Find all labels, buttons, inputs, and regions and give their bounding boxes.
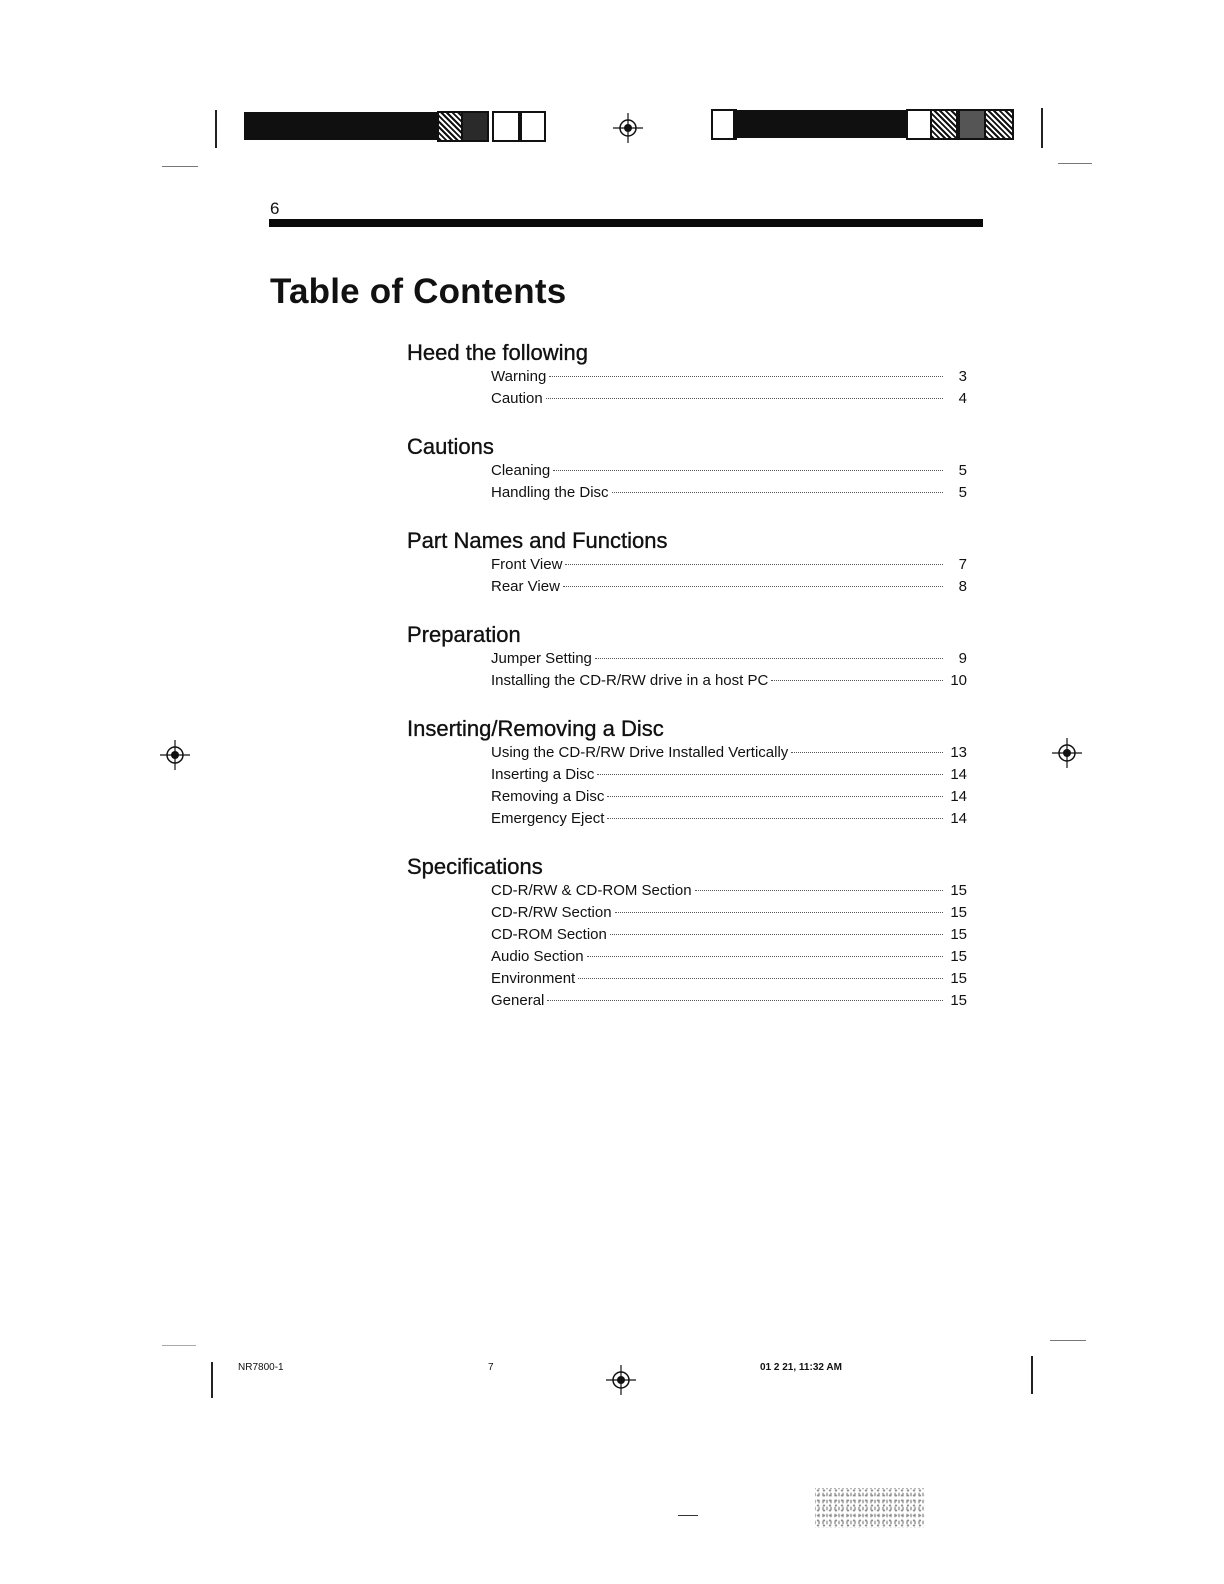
crop-line-top-right <box>1058 163 1092 164</box>
toc-leader-dots <box>546 398 943 399</box>
toc-leader-dots <box>610 934 943 935</box>
toc-entry-label: CD-ROM Section <box>491 926 607 943</box>
page-number: 6 <box>270 199 280 218</box>
color-bar-left <box>244 112 439 140</box>
crop-line-bottom-left <box>162 1345 196 1346</box>
toc-entry-label: Front View <box>491 556 563 573</box>
toc-entry-page: 15 <box>950 926 967 943</box>
crop-mark-bottom-right <box>1031 1356 1033 1394</box>
toc-entry-page: 14 <box>950 810 967 827</box>
toc-leader-dots <box>553 470 943 471</box>
toc-entry-label: Audio Section <box>491 948 584 965</box>
toc-section-heading: Cautions <box>407 434 494 459</box>
toc-section-heading: Specifications <box>407 854 543 879</box>
toc-entry <box>491 968 967 990</box>
crop-line-top-left <box>162 166 198 167</box>
color-bar-cell <box>984 109 1014 140</box>
toc-leader-dots <box>549 376 943 377</box>
toc-leader-dots <box>587 956 943 957</box>
toc-entry-page: 14 <box>950 766 967 783</box>
toc-entry-label: Environment <box>491 970 576 987</box>
toc-leader-dots <box>597 774 943 775</box>
toc-entry <box>491 366 967 388</box>
registration-mark-icon <box>160 740 190 770</box>
toc-section-heading: Inserting/Removing a Disc <box>407 716 664 741</box>
bottom-dash <box>678 1515 698 1516</box>
toc-entry-label: Warning <box>491 368 547 385</box>
toc-entry-label: Jumper Setting <box>491 650 592 667</box>
toc-leader-dots <box>771 680 943 681</box>
toc-leader-dots <box>563 586 943 587</box>
toc-entry-label: Using the CD-R/RW Drive Installed Vertically <box>491 744 789 761</box>
toc-entry-label: Inserting a Disc <box>491 766 595 783</box>
toc-leader-dots <box>791 752 943 753</box>
toc-entry <box>491 648 967 670</box>
crop-mark-top-right <box>1041 108 1043 148</box>
toc-entry-page: 9 <box>958 650 967 667</box>
crop-mark-top-left <box>215 110 217 148</box>
toc-entry-label: CD-R/RW & CD-ROM Section <box>491 882 692 899</box>
color-bar-right <box>733 110 908 138</box>
color-bar-cell <box>461 111 489 142</box>
color-bar-cell <box>958 109 986 140</box>
toc-section <box>407 621 967 692</box>
color-bar-cell <box>520 111 546 142</box>
color-bar-cell <box>930 109 958 140</box>
toc-leader-dots <box>615 912 943 913</box>
toc-leader-dots <box>612 492 943 493</box>
scan-artifact <box>815 1488 925 1528</box>
toc-entry-label: General <box>491 992 545 1009</box>
toc-leader-dots <box>595 658 943 659</box>
toc-entry-page: 3 <box>958 368 967 385</box>
toc-section-heading: Part Names and Functions <box>407 528 668 553</box>
toc-entry-label: Installing the CD-R/RW drive in a host PC <box>491 672 769 689</box>
toc-entry <box>491 742 967 764</box>
registration-mark-icon <box>613 113 643 143</box>
toc-leader-dots <box>578 978 943 979</box>
toc-section <box>407 433 967 504</box>
toc-section <box>407 853 967 1012</box>
toc-entry <box>491 670 967 692</box>
footer-doc-code: NR7800-1 <box>238 1362 284 1373</box>
header-rule <box>269 219 983 227</box>
toc-entry <box>491 576 967 598</box>
toc-entry <box>491 946 967 968</box>
toc-entry-label: Handling the Disc <box>491 484 609 501</box>
toc-section-heading: Heed the following <box>407 340 589 365</box>
toc-entry <box>491 388 967 410</box>
toc-entry-label: Caution <box>491 390 543 407</box>
toc-entry <box>491 764 967 786</box>
toc-entry-page: 15 <box>950 948 967 965</box>
toc-entry-page: 13 <box>950 744 967 761</box>
toc-entry <box>491 786 967 808</box>
toc-entry-page: 5 <box>958 484 967 501</box>
toc-entry-page: 14 <box>950 788 967 805</box>
toc-entry-label: CD-R/RW Section <box>491 904 612 921</box>
toc-entry-page: 4 <box>958 390 967 407</box>
toc-entry-label: Cleaning <box>491 462 551 479</box>
toc-entry-label: Removing a Disc <box>491 788 605 805</box>
toc-section <box>407 715 967 830</box>
toc-entry <box>491 808 967 830</box>
toc-entry <box>491 554 967 576</box>
toc-entry-page: 15 <box>950 904 967 921</box>
toc-entry <box>491 902 967 924</box>
toc-entry <box>491 460 967 482</box>
footer-sheet-number: 7 <box>488 1362 494 1373</box>
toc-entry-page: 15 <box>950 992 967 1009</box>
toc-entry-label: Emergency Eject <box>491 810 605 827</box>
toc-section <box>407 527 967 598</box>
toc-entry-page: 7 <box>958 556 967 573</box>
toc-entry-page: 5 <box>958 462 967 479</box>
toc-entry-label: Rear View <box>491 578 560 595</box>
color-bar-cell <box>492 111 520 142</box>
toc-entry-page: 15 <box>950 882 967 899</box>
toc-entry-page: 8 <box>958 578 967 595</box>
toc-leader-dots <box>565 564 943 565</box>
toc-leader-dots <box>695 890 943 891</box>
toc-entry <box>491 990 967 1012</box>
registration-mark-icon <box>606 1365 636 1395</box>
toc-entry-page: 15 <box>950 970 967 987</box>
toc-leader-dots <box>607 796 943 797</box>
page-title: Table of Contents <box>270 272 567 311</box>
table-of-contents <box>407 339 967 1035</box>
registration-mark-icon <box>1052 738 1082 768</box>
toc-leader-dots <box>547 1000 943 1001</box>
toc-entry-page: 10 <box>950 672 967 689</box>
toc-leader-dots <box>607 818 943 819</box>
toc-section <box>407 339 967 410</box>
toc-entry <box>491 482 967 504</box>
toc-entry <box>491 880 967 902</box>
toc-section-heading: Preparation <box>407 622 521 647</box>
footer-timestamp: 01 2 21, 11:32 AM <box>760 1362 842 1373</box>
crop-line-bottom-right <box>1050 1340 1086 1341</box>
crop-mark-bottom-left <box>211 1362 213 1398</box>
toc-entry <box>491 924 967 946</box>
